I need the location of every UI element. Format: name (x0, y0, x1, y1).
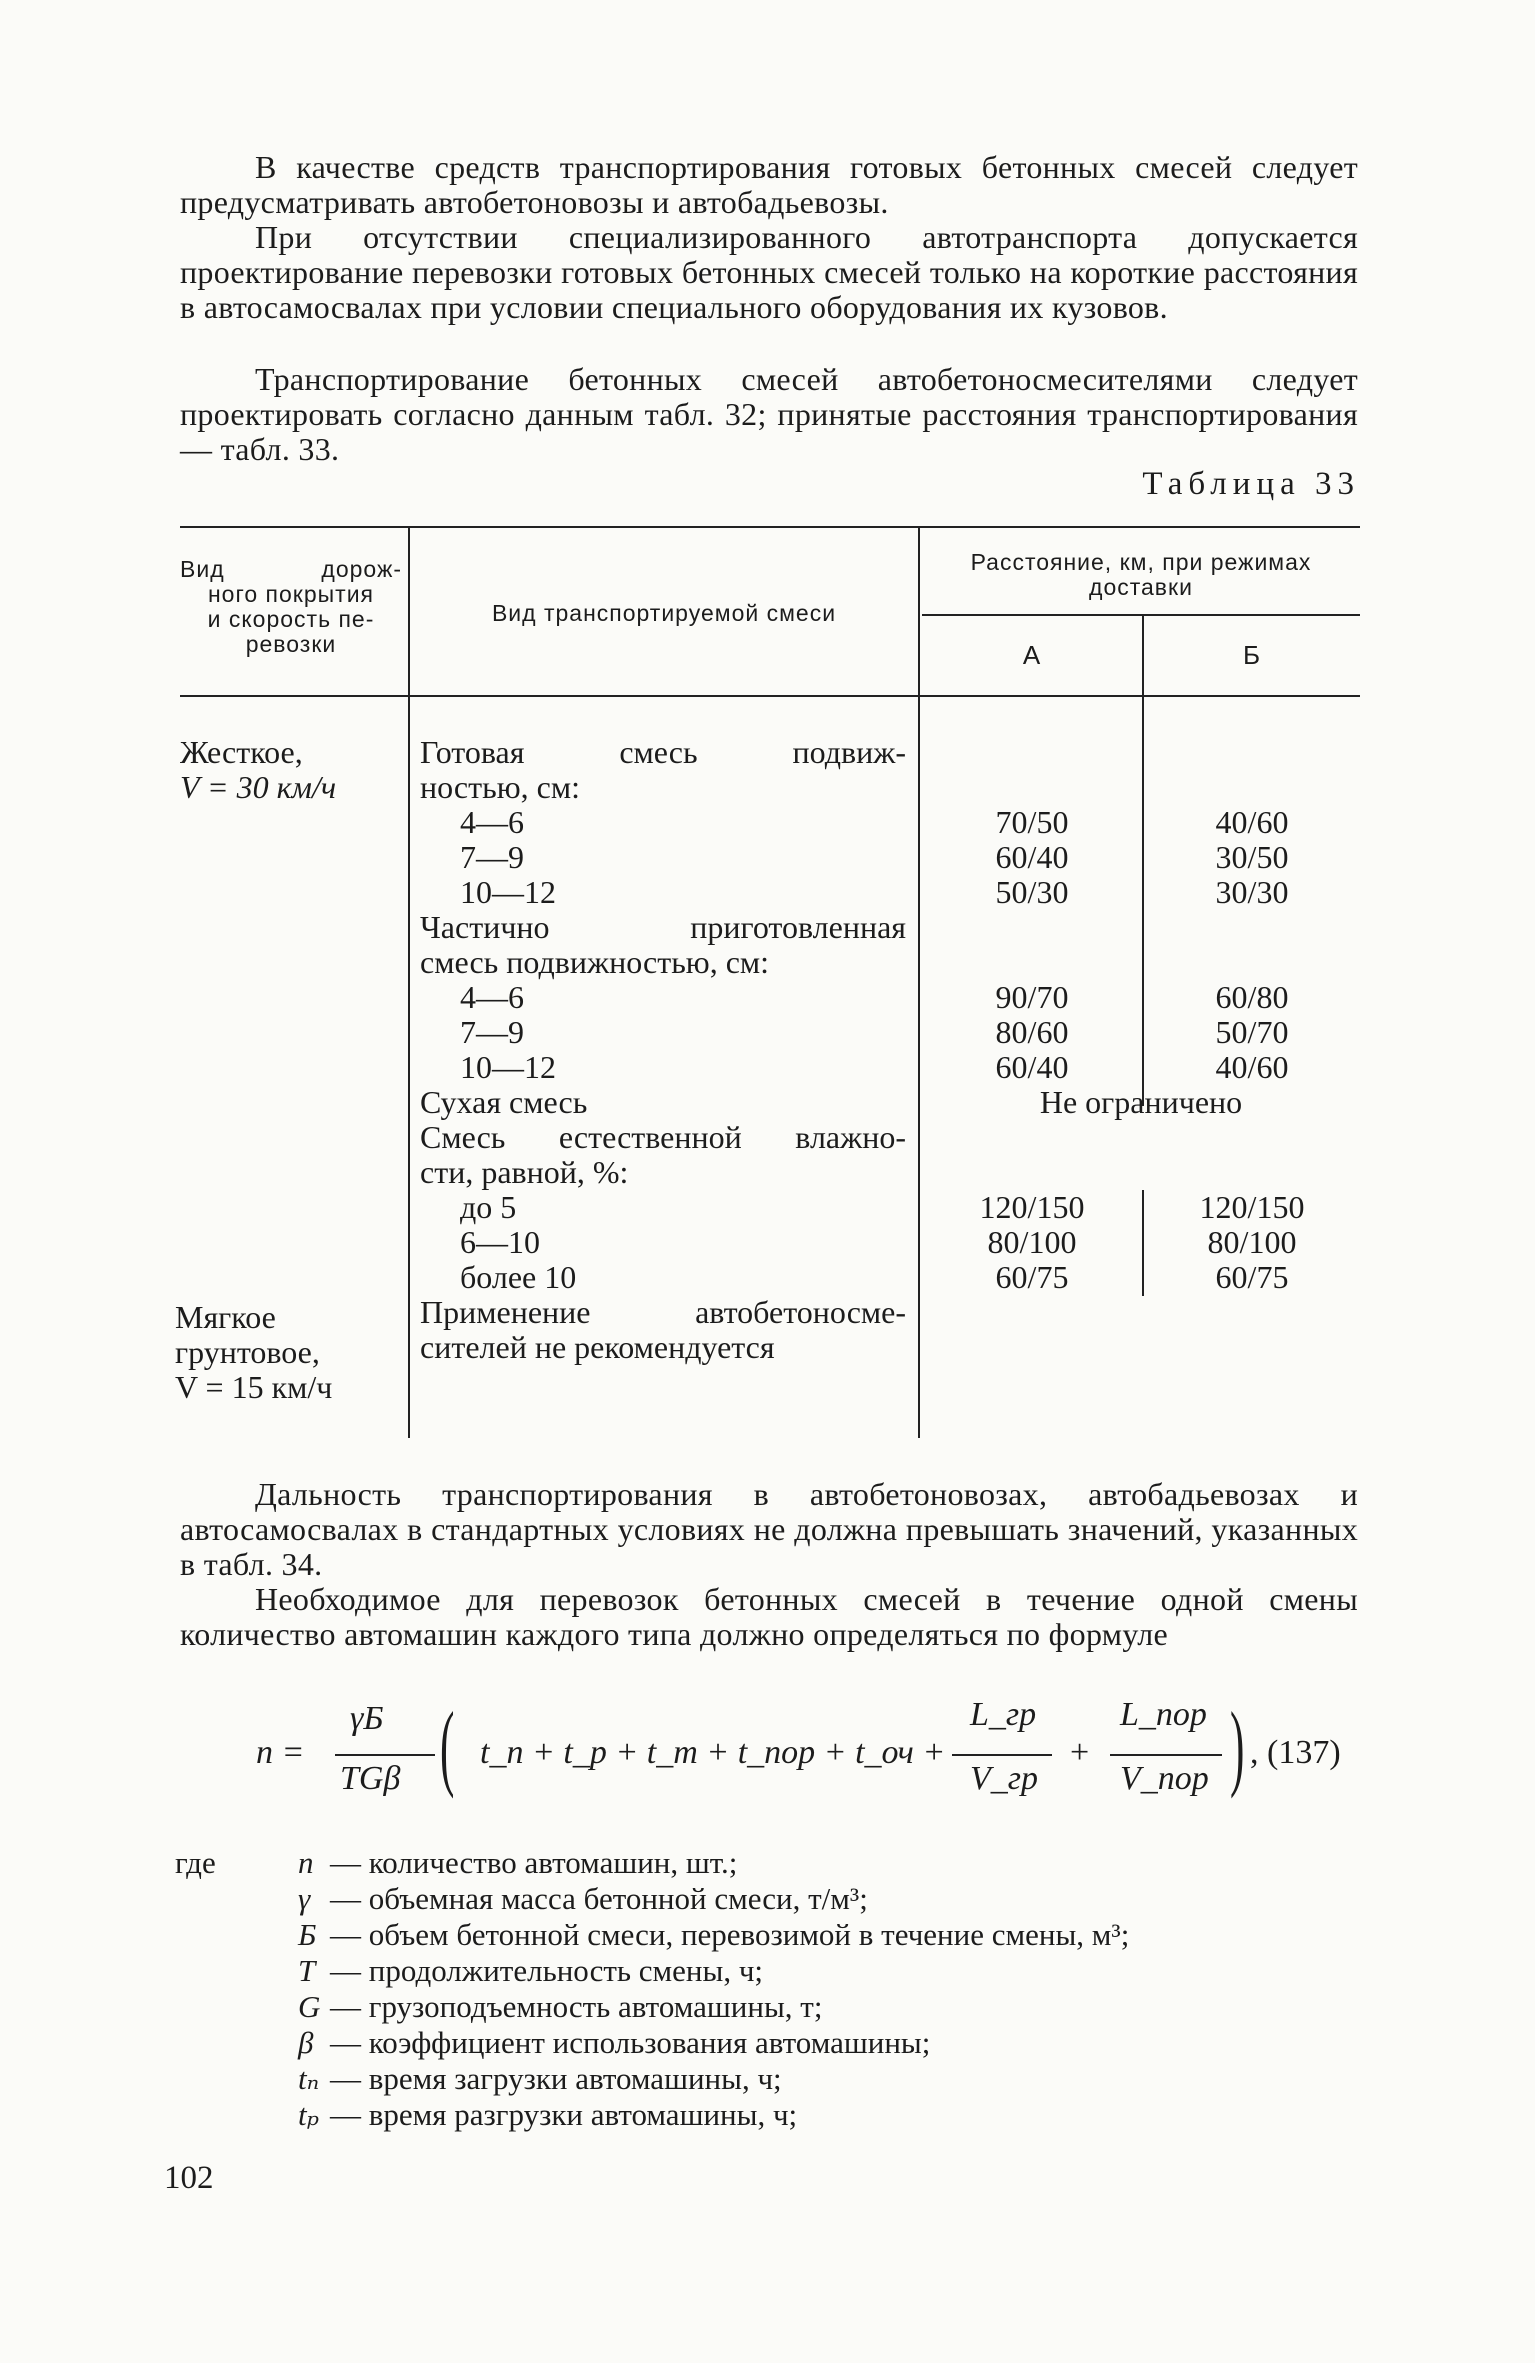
table-top-rule (180, 526, 1360, 528)
mode-a-value: 90/70 (995, 979, 1069, 1015)
mix-row: Применение автобетоносме- (420, 1294, 906, 1330)
formula-frac2-num: L_пор (1120, 1696, 1207, 1733)
table-divider-1 (408, 526, 410, 1438)
formula-open-paren: ( (440, 1692, 455, 1799)
mix-row: 7—9 (460, 1014, 524, 1050)
mode-a-moisture (922, 1190, 1142, 1295)
definition-text: — время загрузки автомашины, ч; (330, 2061, 782, 2096)
table-subheader-rule (922, 614, 1360, 616)
formula-body: t_n + t_р + t_m + t_пор + t_оч + (480, 1734, 946, 1771)
definition-symbol: tₚ (298, 2097, 320, 2132)
dry-mix-unlimited: Не ограничено (1039, 1084, 1243, 1120)
mode-a-value: 120/150 (979, 1189, 1085, 1225)
page-number: 102 (164, 2160, 214, 2196)
paragraph-range-limits: Дальность транспортирования в автобетоновозах, автобадьевозах и автосамосвалах в стандартных условиях не должна превышать значений, указанных в табл. 34. (180, 1476, 1358, 1582)
definition-text: — количество автомашин, шт.; (330, 1845, 738, 1880)
mode-a-value: 50/30 (995, 874, 1069, 910)
definition-symbol: tₙ (298, 2061, 320, 2096)
mix-row: сителей не рекомендуется (420, 1329, 775, 1365)
road-soft-speed: V = 15 км/ч (175, 1369, 333, 1405)
definition-row (175, 2061, 1365, 2097)
formula-frac2-den: V_пор (1120, 1760, 1209, 1797)
definition-row (175, 1881, 1365, 1917)
mix-row: 4—6 (460, 979, 524, 1015)
header-road-line: и скорость пе- (207, 606, 375, 632)
road-rigid-label: Жесткое, (180, 734, 303, 770)
mix-row: 10—12 (460, 1049, 556, 1085)
definition-text: — время разгрузки автомашины, ч; (330, 2097, 798, 2132)
mode-a-value: 60/75 (995, 1259, 1069, 1295)
definition-row (175, 1917, 1365, 1953)
definition-row (175, 2097, 1365, 2133)
paragraph-vehicle-count: Необходимое для перевозок бетонных смесей в течение одной смены количество автомашин каждого типа должно определяться по формуле (180, 1581, 1358, 1652)
definition-row (175, 2025, 1365, 2061)
definition-row (175, 1845, 1365, 1881)
mix-row: до 5 (460, 1189, 517, 1225)
header-road-type (180, 557, 402, 657)
mix-column (420, 735, 906, 1365)
road-soft-label-2: грунтовое, (175, 1334, 320, 1370)
road-soft (175, 1300, 407, 1405)
definition-symbol: G (298, 1989, 321, 2024)
mode-b-value: 50/70 (1215, 1014, 1289, 1050)
mix-row: 4—6 (460, 804, 524, 840)
formula-frac1-num: L_гр (970, 1696, 1037, 1733)
formula-plus: + (1070, 1734, 1090, 1771)
where-label: где (175, 1845, 216, 1880)
mode-b-value: 40/60 (1215, 1049, 1289, 1085)
definition-text: — продолжительность смены, ч; (330, 1953, 764, 1988)
formula-definitions (175, 1845, 1365, 2133)
header-distance-line: Расстояние, км, при режимах (970, 549, 1312, 575)
formula-frac-main (335, 1754, 435, 1756)
mode-a-value: 70/50 (995, 804, 1069, 840)
definition-row (175, 1953, 1365, 1989)
mode-a-value: 80/100 (987, 1224, 1077, 1260)
formula-number: , (137) (1250, 1734, 1341, 1771)
mix-row: 10—12 (460, 874, 556, 910)
mode-a-value: 80/60 (995, 1014, 1069, 1050)
header-road-line: ревозки (245, 631, 337, 657)
definition-symbol: Б (298, 1917, 317, 1952)
formula-frac1 (952, 1754, 1052, 1756)
mix-row: более 10 (460, 1259, 577, 1295)
definition-text: — объемная масса бетонной смеси, т/м³; (330, 1881, 868, 1916)
mix-row: 7—9 (460, 839, 524, 875)
formula-frac1-den: V_гр (970, 1760, 1039, 1797)
road-rigid-speed: V = 30 км/ч (180, 769, 337, 805)
paragraph-intro: В качестве средств транспортирования готовых бетонных смесей следует предусматривать автобетоновозы и автобадьевозы. (180, 149, 1358, 220)
mix-row: 6—10 (460, 1224, 540, 1260)
header-mode-a: А (1022, 640, 1042, 670)
table-caption: Таблица 33 (1142, 466, 1360, 502)
definition-text: — объем бетонной смеси, перевозимой в течение смены, м³; (330, 1917, 1130, 1952)
mode-b-moisture (1144, 1190, 1360, 1295)
definition-symbol: γ (298, 1881, 311, 1916)
mode-a-column (922, 805, 1142, 1085)
mode-b-value: 30/50 (1215, 839, 1289, 875)
header-distance-line: доставки (1089, 574, 1193, 600)
paragraph-mixers: Транспортирование бетонных смесей автобетоносмесителями следует проектировать согласно данным табл. 32; принятые расстояния транспортирования — табл. 33. (180, 361, 1358, 467)
definition-text: — грузоподъемность автомашины, т; (330, 1989, 823, 2024)
formula-lhs: n = (256, 1734, 305, 1771)
mix-row: Смесь естественной влажно- (420, 1119, 906, 1155)
mode-a-value: 60/40 (995, 1049, 1069, 1085)
mode-a-value: 60/40 (995, 839, 1069, 875)
mix-row: ностью, см: (420, 769, 580, 805)
formula-frac2 (1110, 1754, 1222, 1756)
header-mix-type: Вид транспортируемой смеси (491, 600, 837, 626)
formula-close-paren: ) (1230, 1692, 1245, 1799)
mix-row: сти, равной, %: (420, 1154, 629, 1190)
header-road-line: Вид дорож- (180, 556, 402, 582)
definition-symbol: β (298, 2025, 314, 2060)
mode-b-value: 60/75 (1215, 1259, 1289, 1295)
header-mode-b: Б (1242, 640, 1262, 670)
road-rigid (180, 735, 406, 805)
formula-den: TGβ (340, 1760, 401, 1797)
mix-row: Сухая смесь (420, 1084, 588, 1120)
table-header-bottom-rule (180, 695, 1360, 697)
definition-text: — коэффициент использования автомашины; (330, 2025, 931, 2060)
mix-row: смесь подвижностью, см: (420, 944, 770, 980)
definition-symbol: n (298, 1845, 314, 1880)
mode-b-value: 60/80 (1215, 979, 1289, 1015)
header-road-line: ного покрытия (207, 581, 375, 607)
mode-b-value: 120/150 (1199, 1189, 1305, 1225)
mix-row: Частично приготовленная (420, 909, 906, 945)
paragraph-no-special-transport: При отсутствии специализированного автотранспорта допускается проектирование перевозки готовых бетонных смесей только на короткие расстояния в автосамосвалах при условии специального оборудования их кузовов. (180, 219, 1358, 325)
mode-b-value: 80/100 (1207, 1224, 1297, 1260)
mix-row: Готовая смесь подвиж- (420, 734, 906, 770)
formula-num: γБ (350, 1700, 384, 1737)
mode-b-column (1144, 805, 1360, 1085)
table-divider-2 (918, 526, 920, 1438)
formula-137 (240, 1690, 1360, 1820)
road-soft-label: Мягкое (175, 1299, 276, 1335)
mode-b-value: 40/60 (1215, 804, 1289, 840)
definition-symbol: T (298, 1953, 316, 1988)
header-distance-group (922, 550, 1360, 600)
mode-b-value: 30/30 (1215, 874, 1289, 910)
definition-row (175, 1989, 1365, 2025)
